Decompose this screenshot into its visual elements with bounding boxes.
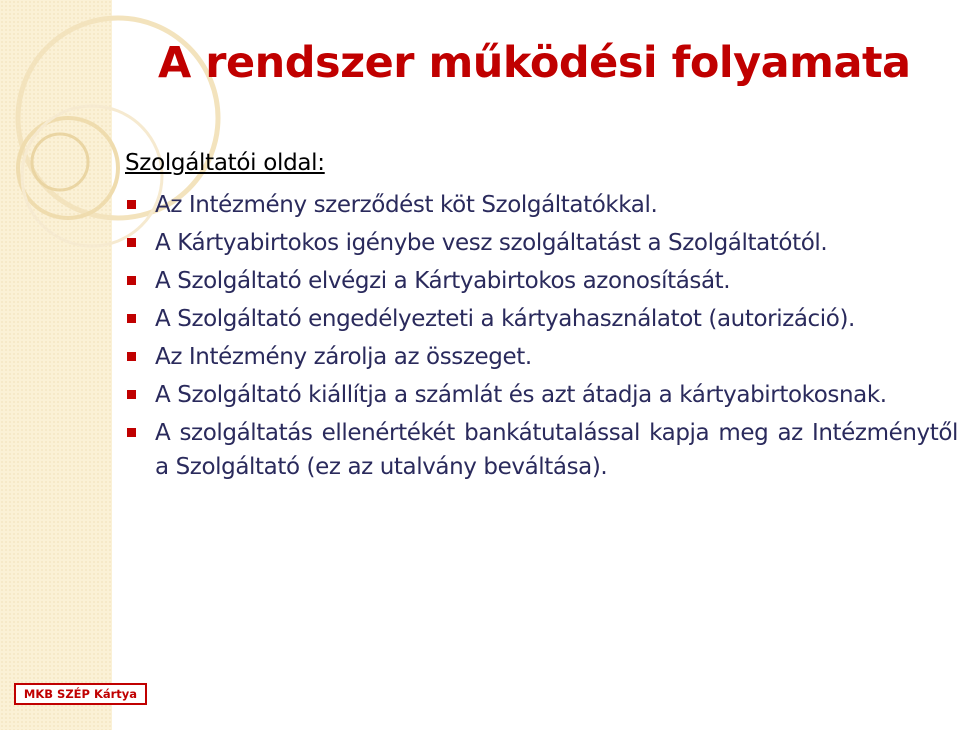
square-bullet-icon	[127, 200, 136, 209]
square-bullet-icon	[127, 428, 136, 437]
slide-content	[125, 150, 958, 488]
bullet-list	[125, 188, 958, 484]
logo-text: MKB SZÉP Kártya	[23, 687, 138, 701]
list-item: Az Intézmény zárolja az összeget.	[125, 340, 958, 374]
list-item: A szolgáltatás ellenértékét bankátutalással kapja meg az Intézménytől a Szolgáltató (ez az utalvány beváltása).	[125, 416, 958, 484]
square-bullet-icon	[127, 390, 136, 399]
square-bullet-icon	[127, 276, 136, 285]
list-item: Az Intézmény szerződést köt Szolgáltatókkal.	[125, 188, 958, 222]
slide-title: A rendszer működési folyamata	[158, 38, 911, 88]
square-bullet-icon	[127, 314, 136, 323]
section-heading: Szolgáltatói oldal:	[125, 150, 325, 176]
list-item: A Szolgáltató engedélyezteti a kártyahasználatot (autorizáció).	[125, 302, 958, 336]
list-item: A Kártyabirtokos igénybe vesz szolgáltatást a Szolgáltatótól.	[125, 226, 958, 260]
square-bullet-icon	[127, 238, 136, 247]
list-item: A Szolgáltató kiállítja a számlát és azt átadja a kártyabirtokosnak.	[125, 378, 958, 412]
brand-logo	[14, 683, 147, 705]
square-bullet-icon	[127, 352, 136, 361]
list-item: A Szolgáltató elvégzi a Kártyabirtokos azonosítását.	[125, 264, 958, 298]
